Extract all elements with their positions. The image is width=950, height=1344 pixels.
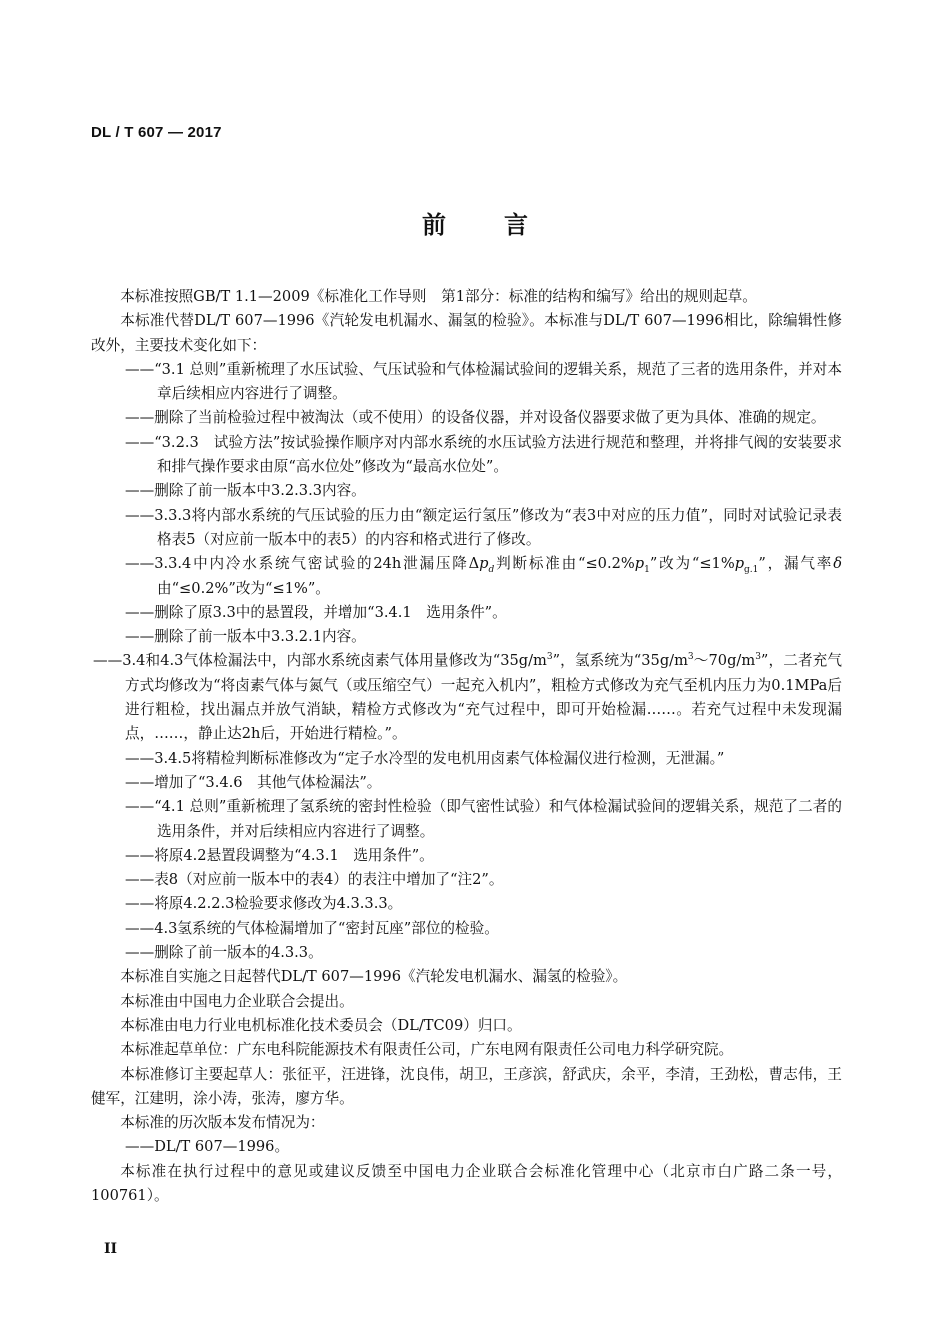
change-item-3-4-5: ——3.4.5将精检判断标准修改为“定子水冷型的发电机用卤素气体检漏仪进行检测，无泄漏。” [125, 749, 725, 767]
superscript: 3 [546, 652, 553, 663]
change-item-4-3-1: ——将原4.2悬置段调整为“4.3.1 选用条件”。 [125, 846, 434, 864]
page-number: II [104, 1241, 118, 1257]
intro-paragraph-2: 本标准代替DL/T 607—1996《汽轮发电机漏水、漏氢的检验》。本标准与DL/T 607—1996相比，除编辑性修改外，主要技术变化如下： [91, 312, 842, 354]
change-item-4-3-seal: ——4.3氢系统的气体检漏增加了“密封瓦座”部位的检验。 [125, 919, 499, 937]
text-fragment: 判断标准由“≤0.2% [494, 555, 635, 573]
closing-drafting-unit: 本标准起草单位：广东电科院能源技术有限责任公司，广东电网有限责任公司电力科学研究院。 [120, 1041, 734, 1059]
text-fragment: ——3.4和4.3气体检漏法中，内部水系统卤素气体用量修改为“35g/m [93, 652, 547, 670]
change-item-4-3-3-3: ——将原4.2.2.3检验要求修改为4.3.3.3。 [125, 895, 403, 913]
subscript-d: d [488, 565, 495, 576]
subscript-g1: g.1 [744, 565, 759, 576]
text-fragment: ”，氢系统为“35g/m [552, 652, 688, 670]
foreword-body [91, 285, 842, 1208]
intro-paragraph-1: 本标准按照GB/T 1.1—2009《标准化工作导则 第1部分：标准的结构和编写》给出的规则起草。 [120, 288, 757, 305]
change-item-3-3-4 [91, 552, 842, 601]
change-item-3-1: ——“3.1 总则”重新梳理了水压试验、气压试验和气体检漏试验间的逻辑关系，规范了三者的选用条件，并对本章后续相应内容进行了调整。 [125, 360, 842, 403]
change-item-3-4-1: ——删除了原3.3中的悬置段，并增加“3.4.1 选用条件”。 [125, 603, 507, 621]
change-item-3-4-4-3 [91, 649, 842, 746]
closing-proposed: 本标准由中国电力企业联合会提出。 [120, 992, 354, 1010]
change-item-4-3-3: ——删除了前一版本的4.3.3。 [125, 944, 323, 962]
superscript: 3 [755, 652, 761, 663]
change-item-equipment: ——删除了当前检验过程中被淘汰（或不使用）的设备仪器，并对设备仪器要求做了更为具体、准确的规定。 [125, 409, 826, 427]
change-item-3-3-3: ——3.3.3将内部水系统的气压试验的压力由“额定运行氢压”修改为“表3中对应的压力值”，同时对试验记录表格表5（对应前一版本中的表5）的内容和格式进行了修改。 [125, 506, 842, 548]
closing-drafters: 本标准修订主要起草人：张征平，汪进锋，沈良伟，胡卫，王彦滨，舒武庆，余平，李清，王劲松，曹志伟，王健军，江建明，涂小涛，张涛，廖方华。 [91, 1065, 842, 1107]
text-fragment: ”改为“≤1% [649, 555, 735, 573]
text-fragment: ——3.3.4中内冷水系统气密试验的24h泄漏压降Δ [125, 555, 480, 573]
superscript: 3 [687, 652, 694, 663]
closing-committee: 本标准由电力行业电机标准化技术委员会（DL/TC09）归口。 [120, 1016, 522, 1034]
change-item-3-2-3: ——“3.2.3 试验方法”按试验操作顺序对内部水系统的水压试验方法进行规范和整理，并将排气阀的安装要求和排气操作要求由原“高水位处”修改为“最高水位处”。 [125, 433, 842, 476]
history-item: ——DL/T 607—1996。 [125, 1138, 290, 1156]
text-fragment: 由“≤0.2%”改为“≤1%”。 [157, 579, 330, 597]
change-item-table-8: ——表8（对应前一版本中的表4）的表注中增加了“注2”。 [125, 871, 504, 889]
document-code: DL / T 607 — 2017 [91, 124, 222, 141]
closing-feedback: 本标准在执行过程中的意见或建议反馈至中国电力企业联合会标准化管理中心（北京市白广路二条一号，100761）。 [91, 1162, 842, 1204]
closing-replace: 本标准自实施之日起替代DL/T 607—1996《汽轮发电机漏水、漏氢的检验》。 [120, 968, 628, 986]
symbol-pg: p [734, 555, 745, 573]
subscript-1: 1 [644, 565, 650, 576]
change-item-3-4-6: ——增加了“3.4.6 其他气体检漏法”。 [125, 773, 382, 791]
page-title: 前言 [422, 210, 586, 239]
change-item-4-1: ——“4.1 总则”重新梳理了氢系统的密封性检验（即气密性试验）和气体检漏试验间的逻辑关系，规范了二者的选用条件，并对后续相应内容进行了调整。 [125, 798, 842, 840]
text-fragment: ”，漏气率 [758, 555, 834, 573]
text-fragment: ～70g/m [693, 652, 756, 670]
change-item-3-3-2-1: ——删除了前一版本中3.3.2.1内容。 [125, 628, 366, 646]
closing-history: 本标准的历次版本发布情况为： [120, 1114, 325, 1132]
symbol-p: p [479, 555, 489, 573]
symbol-p1: p [634, 555, 645, 573]
change-item-3-2-3-3: ——删除了前一版本中3.2.3.3内容。 [125, 482, 366, 500]
text-fragment: ”，二者充气方式均修改为“将卤素气体与氮气（或压缩空气）一起充入机内”，粗检方式修改为充气至机内压力为0.1MPa后进行粗检，找出漏点并放气消缺，精检方式修改为“充气过程中，即可开始检漏……。若充气过程中未发现漏点，……，静止达2h后，开始进行精检。”。 [125, 652, 842, 743]
symbol-delta: δ [833, 555, 842, 573]
